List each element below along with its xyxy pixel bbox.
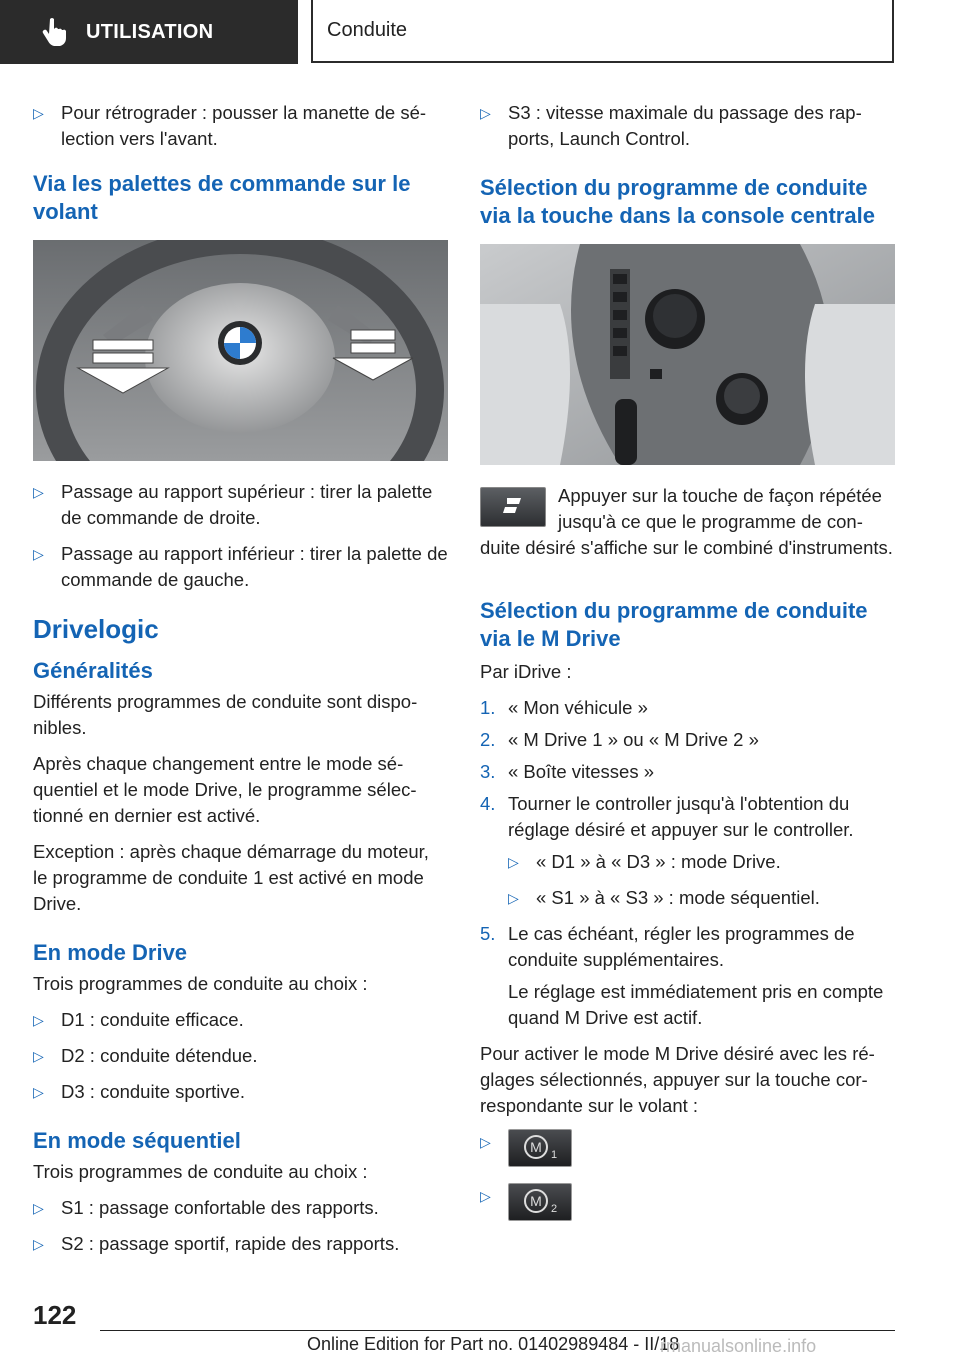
list-item: ▷ S2 : passage sportif, rapide des rapports. <box>33 1231 448 1257</box>
triangle-bullet-icon: ▷ <box>480 1188 491 1204</box>
m1-button-icon <box>508 1129 572 1167</box>
list-item: ▷ Pour rétrograder : pousser la manette de sélection vers l'avant. <box>33 100 448 152</box>
touch-instruction <box>480 483 895 571</box>
paragraph: Trois programmes de conduite au choix : <box>33 1161 368 1182</box>
page-number: 122 <box>33 1300 77 1330</box>
chapter-title: Conduite <box>327 19 408 41</box>
triangle-bullet-icon: ▷ <box>480 1134 491 1150</box>
sub-list-item: ▷ « D1 » à « D3 » : mode Drive. <box>508 849 895 875</box>
hand-pointer-icon <box>42 17 68 47</box>
heading-drivelogic: Drivelogic <box>33 614 159 644</box>
list-item: ▷ Passage au rapport supérieur : tirer la palette de commande de droite. <box>33 479 448 531</box>
heading-palettes: Via les palettes de commande sur le volant <box>33 171 411 224</box>
paragraph: Différents programmes de conduite sont disponibles. <box>33 691 418 738</box>
heading-drive-mode: En mode Drive <box>33 940 188 965</box>
heading-sequential-mode: En mode séquentiel <box>33 1128 241 1153</box>
footer-divider <box>100 1330 895 1331</box>
list-item: ▷ S3 : vitesse maximale du passage des rapports, Launch Control. <box>480 100 895 152</box>
paragraph: Après chaque changement entre le mode séquentiel et le mode Drive, le programme sélectionné en dernier est activé. <box>33 753 417 826</box>
list-item: ▷ S1 : passage confortable des rapports. <box>33 1195 448 1221</box>
m2-button-icon <box>508 1183 572 1221</box>
triangle-bullet-icon: ▷ <box>33 1084 44 1100</box>
triangle-bullet-icon: ▷ <box>33 1012 44 1028</box>
step-item: 1. « Mon véhicule » <box>480 697 648 718</box>
triangle-bullet-icon: ▷ <box>33 546 44 562</box>
drive-mode-symbol-icon <box>481 488 545 526</box>
triangle-bullet-icon: ▷ <box>33 105 44 121</box>
triangle-bullet-icon: ▷ <box>33 1200 44 1216</box>
steering-wheel-photo <box>33 240 448 461</box>
triangle-bullet-icon: ▷ <box>33 1048 44 1064</box>
triangle-bullet-icon: ▷ <box>33 484 44 500</box>
list-item <box>480 1183 895 1221</box>
triangle-bullet-icon: ▷ <box>508 854 519 870</box>
list-item: ▷ D3 : conduite sportive. <box>33 1079 448 1105</box>
watermark: rmanualsonline.info <box>660 1336 817 1356</box>
paragraph: Par iDrive : <box>480 661 572 682</box>
right-column <box>480 100 895 1231</box>
triangle-bullet-icon: ▷ <box>508 890 519 906</box>
section-tab <box>0 0 298 64</box>
paragraph: Exception : après chaque démarrage du moteur, le programme de conduite 1 est activé en mode Drive. <box>33 841 429 914</box>
step-item: 2. « M Drive 1 » ou « M Drive 2 » <box>480 729 759 750</box>
chapter-box <box>311 0 894 63</box>
step-item: 4. Tourner le controller jusqu'à l'obtention du réglage désiré et appuyer sur le controller. <box>480 793 854 840</box>
triangle-bullet-icon: ▷ <box>33 1236 44 1252</box>
paragraph: Trois programmes de conduite au choix : <box>33 973 368 994</box>
sub-list-item: ▷ « S1 » à « S3 » : mode séquentiel. <box>508 885 895 911</box>
list-item: ▷ D2 : conduite détendue. <box>33 1043 448 1069</box>
step-item: 3. « Boîte vitesses » <box>480 761 655 782</box>
svg-text:M: M <box>530 1139 542 1155</box>
heading-m-drive: Sélection du programme de conduite via le M Drive <box>480 598 868 651</box>
drive-mode-button-icon <box>480 487 546 527</box>
center-console-photo <box>480 244 895 465</box>
paragraph: Pour activer le mode M Drive désiré avec les réglages sélectionnés, appuyer sur la touche correspondante sur le volant : <box>480 1043 875 1116</box>
edition-text: Online Edition for Part no. 01402989484 - II/18 <box>307 1334 680 1354</box>
triangle-bullet-icon: ▷ <box>480 105 491 121</box>
list-item <box>480 1129 895 1167</box>
heading-generalites: Généralités <box>33 658 153 683</box>
svg-text:M: M <box>530 1193 542 1209</box>
svg-text:1: 1 <box>551 1149 558 1161</box>
paragraph: Le réglage est immédiatement pris en compte quand M Drive est actif. <box>508 981 884 1028</box>
svg-text:2: 2 <box>551 1203 558 1215</box>
heading-console: Sélection du programme de conduite via la touche dans la console centrale <box>480 175 875 228</box>
section-title: UTILISATION <box>86 20 214 43</box>
left-column <box>33 100 448 1267</box>
paragraph: Appuyer sur la touche de façon répétée jusqu'à ce que le programme de conduite désiré s'affiche sur le combiné d'instruments. <box>480 485 893 558</box>
list-item: ▷ D1 : conduite efficace. <box>33 1007 448 1033</box>
step-item: 5. Le cas échéant, régler les programmes de conduite supplémentaires. <box>480 923 855 970</box>
list-item: ▷ Passage au rapport inférieur : tirer la palette de commande de gauche. <box>33 541 448 593</box>
